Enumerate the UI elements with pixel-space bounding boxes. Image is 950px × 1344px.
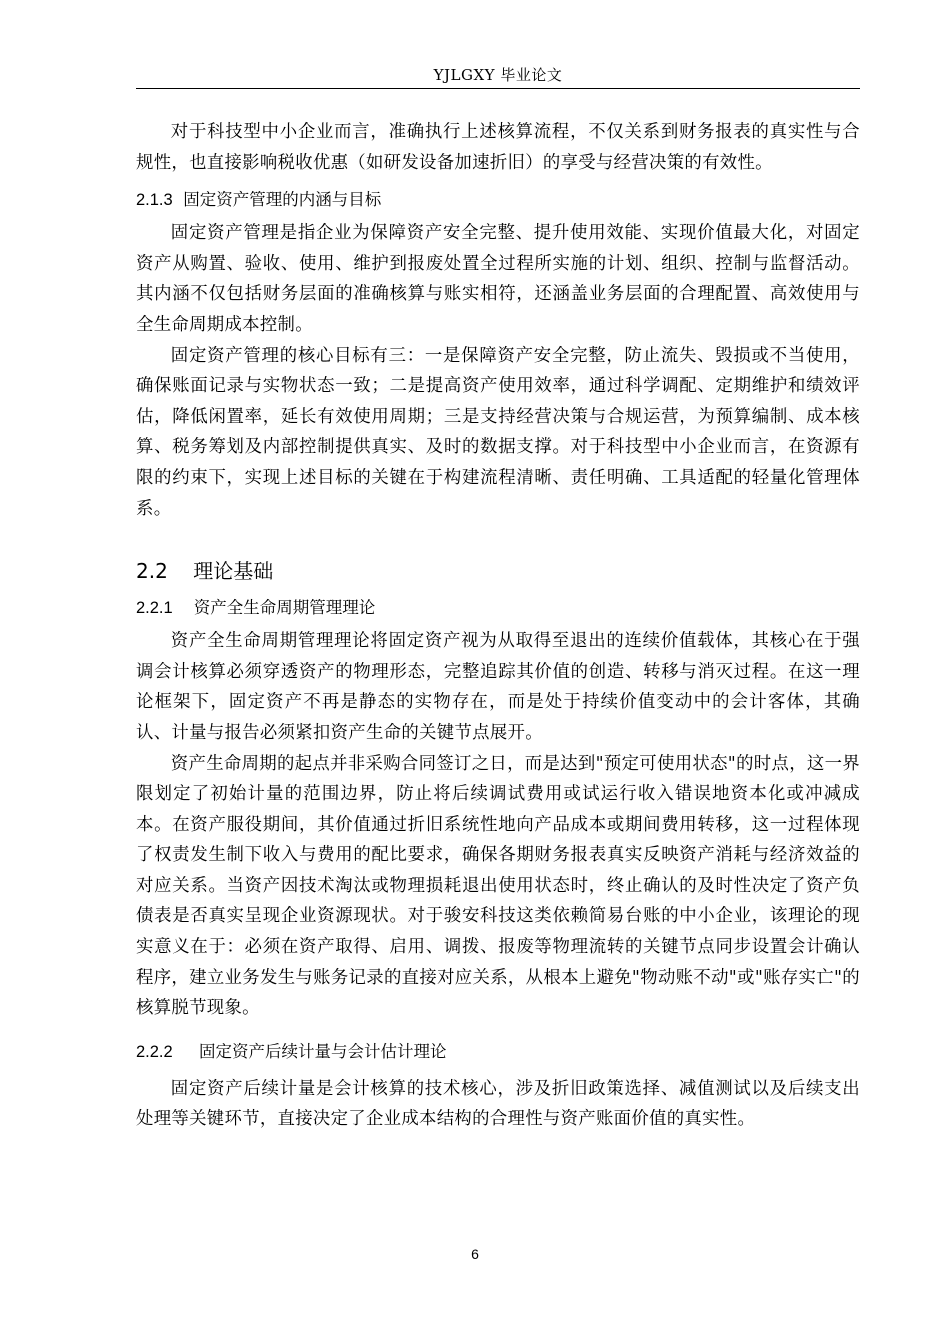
heading-number: 2.2.2 [136,1042,173,1061]
heading-number: 2.1.3 [136,191,173,210]
paragraph-2-2-1-1: 资产全生命周期管理理论将固定资产视为从取得至退出的连续价值载体，其核心在于强调会计核算必须穿透资产的物理形态，完整追踪其价值的创造、转移与消灭过程。在这一理论框架下，固定资产不再是静态的实物存在，而是处于持续价值变动中的会计客体，其确认、计量与报告必须紧扣资产生命的关键节点展开。 [136,631,860,743]
heading-2-2 [136,556,860,586]
heading-title: 资产全生命周期管理理论 [193,598,376,618]
heading-title: 理论基础 [193,559,274,584]
page-header: YJLGXY 毕业论文 [433,66,563,84]
paragraph-2-1-3-1: 固定资产管理是指企业为保障资产安全完整、提升使用效能、实现价值最大化，对固定资产从购置、验收、使用、维护到报废处置全过程所实施的计划、组织、控制与监督活动。其内涵不仅包括财务层面的准确核算与账实相符，还涵盖业务层面的合理配置、高效使用与全生命周期成本控制。 [136,223,860,335]
page-body [136,117,860,1135]
page-number: 6 [471,1246,479,1262]
heading-number: 2.2.1 [136,599,173,618]
heading-2-2-2 [136,1040,860,1064]
heading-number: 2.2 [136,559,168,584]
heading-title: 固定资产后续计量与会计估计理论 [198,1041,447,1061]
paragraph-2-1-3-2: 固定资产管理的核心目标有三：一是保障资产安全完整，防止流失、毁损或不当使用，确保账面记录与实物状态一致；二是提高资产使用效率，通过科学调配、定期维护和绩效评估，降低闲置率，延长有效使用周期；三是支持经营决策与合规运营，为预算编制、成本核算、税务筹划及内部控制提供真实、及时的数据支撑。对于科技型中小企业而言，在资源有限的约束下，实现上述目标的关键在于构建流程清晰、责任明确、工具适配的轻量化管理体系。 [136,345,860,519]
paragraph-2-2-1-2: 资产生命周期的起点并非采购合同签订之日，而是达到"预定可使用状态"的时点，这一界限划定了初始计量的范围边界，防止将后续调试费用或试运行收入错误地资本化或冲减成本。在资产服役期间，其价值通过折旧系统性地向产品成本或期间费用转移，这一过程体现了权责发生制下收入与费用的配比要求，确保各期财务报表真实反映资产消耗与经济效益的对应关系。当资产因技术淘汰或物理损耗退出使用状态时，终止确认的及时性决定了资产负债表是否真实呈现企业资源现状。对于骏安科技这类依赖简易台账的中小企业，该理论的现实意义在于：必须在资产取得、启用、调拨、报废等物理流转的关键节点同步设置会计确认程序，建立业务发生与账务记录的直接对应关系，从根本上避免"物动账不动"或"账存实亡"的核算脱节现象。 [136,753,860,1019]
paragraph-2-2-2-1: 固定资产后续计量是会计核算的技术核心，涉及折旧政策选择、减值测试以及后续支出处理等关键环节，直接决定了企业成本结构的合理性与资产账面价值的真实性。 [136,1078,860,1130]
heading-2-2-1 [136,596,860,620]
heading-2-1-3 [136,188,860,212]
header-rule [136,88,860,89]
paragraph-intro: 对于科技型中小企业而言，准确执行上述核算流程，不仅关系到财务报表的真实性与合规性，也直接影响税收优惠（如研发设备加速折旧）的享受与经营决策的有效性。 [136,122,860,173]
heading-title: 固定资产管理的内涵与目标 [183,190,382,210]
